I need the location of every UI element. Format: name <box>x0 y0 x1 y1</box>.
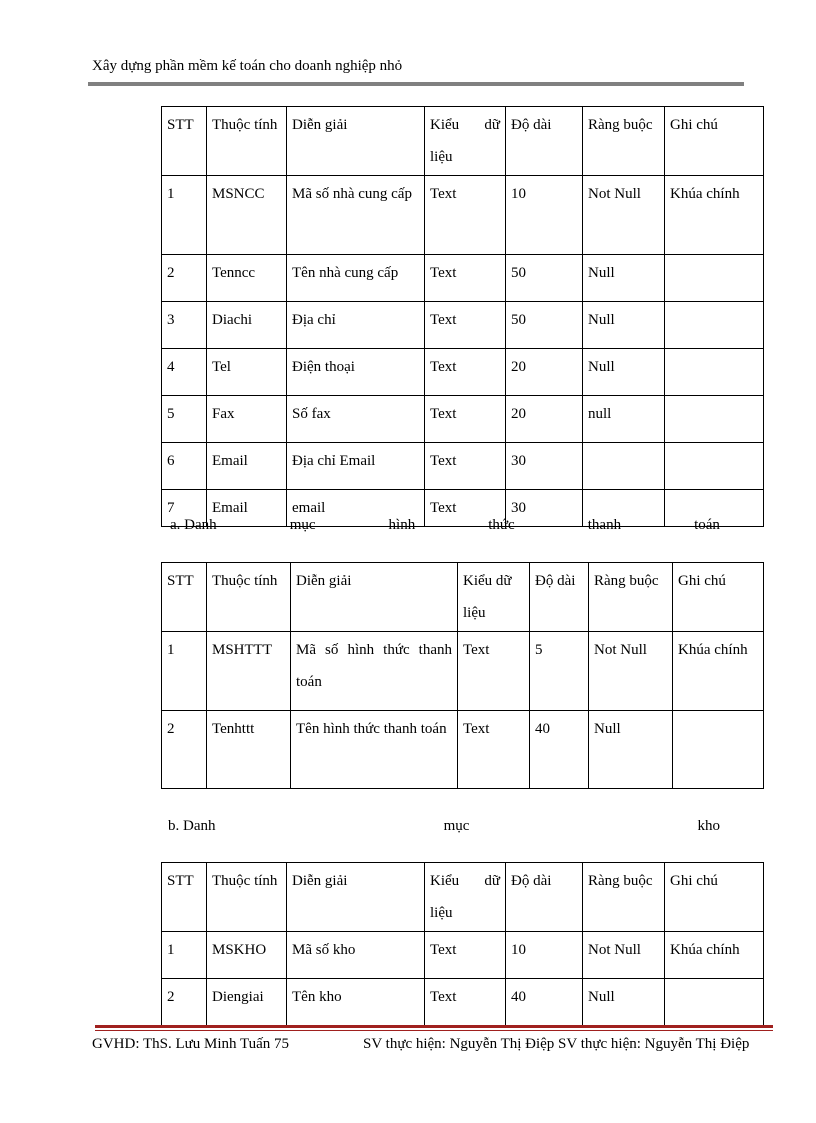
table-cell <box>673 711 764 789</box>
table-cell: 1 <box>162 932 207 979</box>
header-cell: Diễn giải <box>287 107 425 176</box>
table-cell: Số fax <box>287 396 425 443</box>
table-cell: 7 <box>162 490 207 527</box>
footer-supervisor: GVHD: ThS. Lưu Minh Tuấn 75 <box>92 1036 290 1052</box>
footer-rule-thin <box>95 1030 773 1031</box>
table-cell: Text <box>425 349 506 396</box>
header-cell: Độ dài <box>530 563 589 632</box>
table-row <box>162 255 764 302</box>
page-header-title: Xây dựng phần mềm kế toán cho doanh nghiệp nhỏ <box>92 58 403 74</box>
table-cell: 40 <box>530 711 589 789</box>
header-cell: Diễn giải <box>287 863 425 932</box>
header-cell: Kiểu dữ liệu <box>425 863 506 932</box>
header-cell: Thuộc tính <box>207 107 287 176</box>
table-cell: 3 <box>162 302 207 349</box>
table-cell: Email <box>207 443 287 490</box>
table-header-row <box>162 563 764 632</box>
payment-method-table <box>161 562 764 789</box>
table-cell <box>583 443 665 490</box>
table-cell: 1 <box>162 632 207 711</box>
table-cell: 50 <box>506 255 583 302</box>
caption-word: thanh <box>587 517 622 533</box>
table-cell: 4 <box>162 349 207 396</box>
table-row <box>162 176 764 255</box>
caption-word: mục <box>289 517 316 533</box>
header-cell: Độ dài <box>506 107 583 176</box>
table-cell: Khúa chính <box>665 932 764 979</box>
header-cell: Ghi chú <box>665 107 764 176</box>
table-row <box>162 979 764 1026</box>
caption-word: hình <box>388 517 416 533</box>
table-cell: Điện thoại <box>287 349 425 396</box>
header-cell: Kiểu dữ liệu <box>425 107 506 176</box>
table-cell: Tên nhà cung cấp <box>287 255 425 302</box>
table-cell: Diengiai <box>207 979 287 1026</box>
table-row <box>162 443 764 490</box>
table-cell: 20 <box>506 396 583 443</box>
table-cell: 50 <box>506 302 583 349</box>
table-cell: Địa chỉ <box>287 302 425 349</box>
table-cell: Text <box>458 632 530 711</box>
table-cell: Tên hình thức thanh toán <box>291 711 458 789</box>
table-cell: Text <box>425 932 506 979</box>
table-cell: 5 <box>530 632 589 711</box>
table-cell: 30 <box>506 490 583 527</box>
table-header-row <box>162 863 764 932</box>
table-cell: MSHTTT <box>207 632 291 711</box>
table-cell: Địa chỉ Email <box>287 443 425 490</box>
table-cell: Text <box>425 302 506 349</box>
header-cell: Thuộc tính <box>207 563 291 632</box>
table-cell: 10 <box>506 176 583 255</box>
header-cell: Ràng buộc <box>589 563 673 632</box>
header-cell: Diễn giải <box>291 563 458 632</box>
footer-rule <box>95 1025 773 1028</box>
table-cell: 1 <box>162 176 207 255</box>
table-header-row <box>162 107 764 176</box>
table-cell <box>665 443 764 490</box>
table-cell: Text <box>425 979 506 1026</box>
table-cell: 2 <box>162 979 207 1026</box>
caption-word: b. Danh <box>168 818 216 834</box>
table-cell: Tên kho <box>287 979 425 1026</box>
table-cell: Khúa chính <box>673 632 764 711</box>
table-cell: Text <box>458 711 530 789</box>
table-cell: Tenhttt <box>207 711 291 789</box>
table-cell: Text <box>425 443 506 490</box>
header-cell: STT <box>162 107 207 176</box>
table-cell: Khúa chính <box>665 176 764 255</box>
header-cell: Ràng buộc <box>583 863 665 932</box>
table-cell: 2 <box>162 711 207 789</box>
header-cell: Kiểu dữ liệu <box>458 563 530 632</box>
caption-word: kho <box>697 818 720 834</box>
caption-word: thức <box>488 517 515 533</box>
caption-word: a. Danh <box>170 517 217 533</box>
table-cell <box>665 396 764 443</box>
footer-student: SV thực hiện: Nguyễn Thị Điệp SV thực hiện: Nguyễn Thị Điệp <box>363 1036 750 1052</box>
header-rule <box>88 82 744 86</box>
table-cell: email <box>287 490 425 527</box>
table-row <box>162 396 764 443</box>
header-cell: STT <box>162 563 207 632</box>
table-cell <box>665 979 764 1026</box>
table-cell: null <box>583 396 665 443</box>
table-row <box>162 302 764 349</box>
table-cell: Mã số kho <box>287 932 425 979</box>
table-cell: Not Null <box>583 176 665 255</box>
table-cell: 20 <box>506 349 583 396</box>
header-cell: Ràng buộc <box>583 107 665 176</box>
table-cell: 30 <box>506 443 583 490</box>
table-cell: Tel <box>207 349 287 396</box>
table-cell: Null <box>583 349 665 396</box>
table-cell: Null <box>583 302 665 349</box>
table-row <box>162 632 764 711</box>
table-cell: Fax <box>207 396 287 443</box>
table-cell: Mã số hình thức thanh toán <box>291 632 458 711</box>
table-cell <box>665 349 764 396</box>
header-cell: Ghi chú <box>665 863 764 932</box>
supplier-table <box>161 106 764 527</box>
section-caption-a <box>170 517 720 534</box>
table-cell <box>665 255 764 302</box>
table-cell: Not Null <box>583 932 665 979</box>
table-cell <box>665 302 764 349</box>
table-cell: Null <box>589 711 673 789</box>
table-cell: Mã số nhà cung cấp <box>287 176 425 255</box>
header-cell: Thuộc tính <box>207 863 287 932</box>
caption-word: toán <box>694 517 720 533</box>
table-cell: Text <box>425 490 506 527</box>
table-cell: 40 <box>506 979 583 1026</box>
table-row <box>162 932 764 979</box>
table-cell: Null <box>583 979 665 1026</box>
table-cell: 10 <box>506 932 583 979</box>
table-cell: MSNCC <box>207 176 287 255</box>
table-cell: Diachi <box>207 302 287 349</box>
table-cell: MSKHO <box>207 932 287 979</box>
caption-word: mục <box>443 818 470 834</box>
header-cell: Ghi chú <box>673 563 764 632</box>
warehouse-table <box>161 862 764 1026</box>
header-cell: Độ dài <box>506 863 583 932</box>
table-cell: 2 <box>162 255 207 302</box>
table-cell: Tenncc <box>207 255 287 302</box>
table-row <box>162 711 764 789</box>
table-cell: Text <box>425 396 506 443</box>
table-row <box>162 349 764 396</box>
table-cell: Not Null <box>589 632 673 711</box>
table-cell: 5 <box>162 396 207 443</box>
table-cell: Email <box>207 490 287 527</box>
table-cell: 6 <box>162 443 207 490</box>
table-cell: Text <box>425 255 506 302</box>
table-cell: Text <box>425 176 506 255</box>
header-cell: STT <box>162 863 207 932</box>
section-caption-b <box>168 818 720 835</box>
table-cell: Null <box>583 255 665 302</box>
